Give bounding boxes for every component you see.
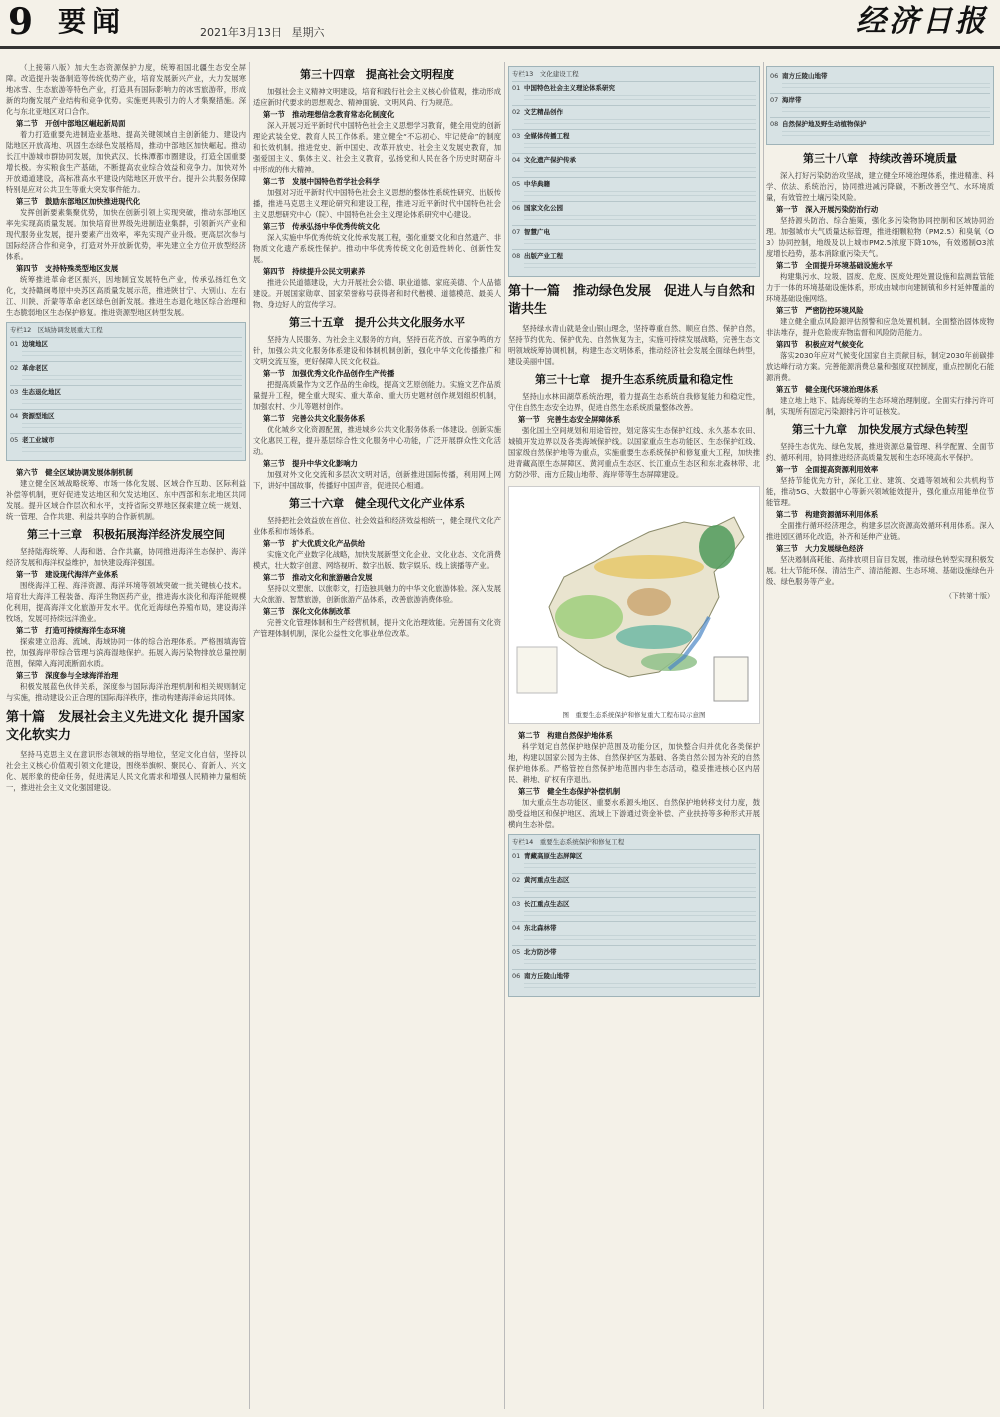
box-row	[512, 921, 756, 945]
box-row	[770, 117, 990, 141]
section-heading: 第四节 积极应对气候变化	[776, 340, 864, 349]
box-label: 海岸带	[782, 96, 802, 104]
box-label: 南方丘陵山地带	[524, 972, 570, 980]
weekday-text: 星期六	[291, 26, 325, 39]
section-heading: 第三节 健全生态保护补偿机制	[518, 787, 621, 796]
box-index: 01	[512, 84, 521, 92]
column-1	[6, 62, 246, 1409]
box-label: 文化遗产保护传承	[524, 156, 576, 164]
text-lines	[782, 83, 990, 91]
paragraph: 加强社会主义精神文明建设，培育和践行社会主义核心价值观，推动形成适应新时代要求的思想观念、精神面貌、文明风尚、行为规范。	[253, 87, 501, 107]
paragraph: 强化国土空间规划和用途管控，划定落实生态保护红线、永久基本农田、城镇开发边界以及各类海域保护线。以国家重点生态功能区、生态保护红线、国家级自然保护地等为重点，实施重要生态系统保护和修复重大工程，加快推进青藏高原生态屏障区、黄河重点生态区、长江重点生态区和东北森林带、北方防沙带、南方丘陵山地带、海岸带等生态屏障建设。	[508, 426, 760, 479]
chapter-heading: 第三十三章 积极拓展海洋经济发展空间	[27, 528, 225, 541]
box-row	[512, 201, 756, 225]
sidebar-box-culture	[508, 66, 760, 277]
northeast-forest	[699, 525, 735, 569]
paragraph: 坚持为人民服务、为社会主义服务的方向，坚持百花齐放、百家争鸣的方针，加强公共文化服务体系建设和体制机制创新，强化中华文化传播推广和文明交流互鉴，更好保障人民文化权益。	[253, 335, 501, 366]
box-index: 05	[512, 180, 521, 188]
paragraph: 深入打好污染防治攻坚战，建立健全环境治理体系，推进精准、科学、依法、系统治污，协同推进减污降碳，不断改善空气、水环境质量，有效管控土壤污染风险。	[766, 171, 994, 202]
box-index: 04	[512, 156, 521, 164]
paragraph: 围绕海洋工程、海洋资源、海洋环境等领域突破一批关键核心技术。培育壮大海洋工程装备、海洋生物医药产业，推进海水淡化和海洋能规模化利用，提高海洋文化旅游开发水平。优化近海绿色养殖布局，建设海洋牧场，发展可持续远洋渔业。	[6, 581, 246, 623]
box-label: 生态退化地区	[22, 388, 61, 396]
section-heading: 第三节 深化文化体制改革	[263, 607, 351, 616]
paragraph: 推进公民道德建设，大力开展社会公德、职业道德、家庭美德、个人品德建设。开展国家勋章、国家荣誉称号获得者和时代楷模、道德模范、最美人物、身边好人的宣传学习。	[253, 278, 501, 309]
box-label: 老工业城市	[22, 436, 55, 444]
text-lines	[524, 911, 756, 919]
section-heading: 第三节 严密防控环境风险	[776, 306, 864, 315]
box-title: 专栏14 重要生态系统保护和修复工程	[512, 838, 625, 846]
box-row	[512, 153, 756, 177]
box-label: 全媒体传播工程	[524, 132, 570, 140]
paragraph: 构建集污水、垃圾、固废、危废、医废处理处置设施和监测监管能力于一体的环境基础设施体系，形成由城市向建制镇和乡村延伸覆盖的环境基础设施网络。	[766, 272, 994, 303]
box-label: 文艺精品创作	[524, 108, 563, 116]
paragraph: 深入实施中华优秀传统文化传承发展工程，强化重要文化和自然遗产、非物质文化遗产系统性保护。推动中华优秀传统文化创造性转化、创新性发展。	[253, 233, 501, 264]
box-title: 专栏12 区域协调发展重大工程	[10, 326, 103, 334]
box-row	[10, 433, 242, 457]
section-heading: 第二节 开创中部地区崛起新局面	[16, 119, 126, 128]
text-lines	[524, 95, 756, 103]
box-index: 03	[512, 132, 521, 140]
paragraph: 完善文化管理体制和生产经营机制，提升文化治理效能。完善国有文化资产管理体制机制，深化公益性文化事业单位改革。	[253, 618, 501, 638]
box-index: 02	[10, 364, 19, 372]
paragraph: 坚持源头防治、综合施策，强化多污染物协同控制和区域协同治理。加强城市大气质量达标管理，推进细颗粒物（PM2.5）和臭氧（O3）协同控制，地级及以上城市PM2.5浓度下降10%，有效遏制O3浓度增长趋势，基本消除重污染天气。	[766, 216, 994, 258]
column-3	[508, 62, 760, 1409]
section-heading: 第三节 大力发展绿色经济	[776, 544, 864, 553]
paragraph: 着力打造重要先进制造业基地、提高关键领域自主创新能力、建设内陆地区开放高地、巩固生态绿色发展格局，推动中部地区加快崛起。推动长江中游城市群协同发展，加快武汉、长株潭都市圈建设，打造全国重要增长极。夯实粮食生产基础，不断提高农业综合效益和竞争力。加快对外开放通道建设，高标准高水平建设内陆地区开放平台。提升公共服务保障特别是应对公共卫生等重大突发事件能力。	[6, 130, 246, 194]
section-heading: 第一节 完善生态安全屏障体系	[518, 415, 621, 424]
section-heading: 第二节 构建资源循环利用体系	[776, 510, 879, 519]
section-heading: 第三节 提升中华文化影响力	[263, 459, 358, 468]
box-index: 05	[10, 436, 19, 444]
box-row	[512, 225, 756, 249]
desert-belt	[594, 555, 704, 579]
paragraph: 全面推行循环经济理念，构建多层次资源高效循环利用体系。深入推进园区循环化改造，补齐和延伸产业链。	[766, 521, 994, 541]
yellow-river-zone	[627, 588, 671, 616]
paragraph: 建立地上地下、陆海统筹的生态环境治理制度。全面实行排污许可制，实现所有固定污染源排污许可证核发。	[766, 396, 994, 416]
continued-note: （下转第十版）	[945, 592, 994, 600]
box-row	[512, 105, 756, 129]
box-label: 边境地区	[22, 340, 48, 348]
box-label: 国家文化公园	[524, 204, 563, 212]
sidebar-box-ecology-continued	[766, 66, 994, 145]
sidebar-box-ecology	[508, 834, 760, 997]
paragraph: 建立健全重点风险源评估预警和应急处置机制。全面整治固体废物非法堆存，提升危险废弃物监督和风险防范能力。	[766, 317, 994, 337]
box-label: 东北森林带	[524, 924, 557, 932]
text-lines	[22, 351, 242, 359]
box-row	[770, 70, 990, 93]
box-label: 北方防沙带	[524, 948, 557, 956]
text-lines	[524, 215, 756, 223]
box-label: 中国特色社会主义理论体系研究	[524, 84, 615, 92]
page-number: 9	[8, 1, 34, 43]
chapter-heading: 第三十八章 持续改善环境质量	[803, 152, 957, 165]
section-title: 要闻	[58, 5, 127, 38]
masthead	[0, 0, 1000, 49]
paragraph: 实施文化产业数字化战略，加快发展新型文化企业、文化业态、文化消费模式，壮大数字创意、网络视听、数字出版、数字娱乐、线上演播等产业。	[253, 550, 501, 570]
text-lines	[782, 107, 990, 115]
section-heading: 第一节 推动理想信念教育常态化制度化	[263, 110, 395, 119]
text-lines	[22, 447, 242, 455]
box-index: 01	[10, 340, 19, 348]
south-china-sea-inset	[714, 657, 748, 701]
column-divider	[249, 62, 250, 1409]
section-heading: 第五节 健全现代环境治理体系	[776, 385, 879, 394]
box-label: 中华典籍	[524, 180, 550, 188]
chapter-heading: 第三十六章 健全现代文化产业体系	[289, 497, 465, 510]
newspaper-logo: 经济日报	[856, 4, 988, 39]
box-row	[10, 409, 242, 433]
box-row	[10, 337, 242, 361]
paragraph: 坚持马克思主义在意识形态领域的指导地位，坚定文化自信，坚持以社会主义核心价值观引领文化建设，围绕举旗帜、聚民心、育新人、兴文化、展形象的使命任务，促进满足人民文化需求和增强人民精神力量相统一，推进社会主义文化强国建设。	[6, 750, 246, 792]
box-index: 07	[512, 228, 521, 236]
box-index: 06	[512, 972, 521, 980]
plateau-zone	[555, 595, 623, 639]
section-heading: 第二节 打造可持续海洋生态环境	[16, 626, 126, 635]
box-index: 07	[770, 96, 779, 104]
map-caption: 图 重要生态系统保护和修复重大工程布局示意图	[562, 711, 706, 719]
box-row	[770, 93, 990, 117]
box-label: 长江重点生态区	[524, 900, 570, 908]
section-heading: 第二节 推动文化和旅游融合发展	[263, 573, 373, 582]
text-lines	[524, 263, 756, 271]
box-index: 05	[512, 948, 521, 956]
box-title: 专栏13 文化建设工程	[512, 70, 579, 78]
box-index: 03	[512, 900, 521, 908]
box-label: 黄河重点生态区	[524, 876, 570, 884]
text-lines	[524, 239, 756, 247]
paragraph: 坚持把社会效益放在首位、社会效益和经济效益相统一，健全现代文化产业体系和市场体系。	[253, 516, 501, 536]
chapter-heading: 第三十七章 提升生态系统质量和稳定性	[535, 373, 733, 386]
box-index: 04	[512, 924, 521, 932]
paragraph: 坚持山水林田湖草系统治理，着力提高生态系统自我修复能力和稳定性，守住自然生态安全边界，促进自然生态系统质量整体改善。	[508, 392, 760, 412]
section-heading: 第二节 完善公共文化服务体系	[263, 414, 366, 423]
paragraph: 落实2030年应对气候变化国家自主贡献目标，制定2030年前碳排放达峰行动方案。完善能源消费总量和强度双控制度，重点控制化石能源消费。	[766, 351, 994, 382]
box-label: 出版产业工程	[524, 252, 563, 260]
column-4	[766, 62, 994, 1409]
box-row	[512, 249, 756, 273]
text-lines	[524, 143, 756, 151]
text-lines	[782, 131, 990, 139]
paragraph: 优化城乡文化资源配置，推进城乡公共文化服务体系一体建设。创新实施文化惠民工程，提升基层综合性文化服务中心功能，广泛开展群众性文化活动。	[253, 425, 501, 456]
paragraph: 加强对外文化交流和多层次文明对话，创新推进国际传播，利用网上网下，讲好中国故事，传播好中国声音，促进民心相通。	[253, 470, 501, 490]
paragraph: 加大重点生态功能区、重要水系源头地区、自然保护地转移支付力度，鼓励受益地区和保护地区、流域上下游通过资金补偿、产业扶持等多种形式开展横向生态补偿。	[508, 798, 760, 829]
section-heading: 第一节 建设现代海洋产业体系	[16, 570, 119, 579]
box-index: 08	[512, 252, 521, 260]
section-heading: 第一节 深入开展污染防治行动	[776, 205, 879, 214]
box-label: 青藏高原生态屏障区	[524, 852, 583, 860]
section-heading: 第二节 发展中国特色哲学社会科学	[263, 177, 380, 186]
section-heading: 第一节 加强优秀文化作品创作生产传播	[263, 369, 395, 378]
box-row	[10, 385, 242, 409]
section-heading: 第三节 传承弘扬中华优秀传统文化	[263, 222, 380, 231]
section-heading: 第一节 全面提高资源利用效率	[776, 465, 879, 474]
text-lines	[524, 959, 756, 967]
box-index: 01	[512, 852, 521, 860]
paragraph: 加强对习近平新时代中国特色社会主义思想的整体性系统性研究、出版传播，推进马克思主义理论研究和建设工程，推进习近平新时代中国特色社会主义思想研究中心（院）、中国特色社会主义理论体系研究中心建设。	[253, 188, 501, 219]
section-heading: 第四节 持续提升公民文明素养	[263, 267, 366, 276]
paragraph: 坚持以文塑旅、以旅彰文，打造独具魅力的中华文化旅游体验。深入发展大众旅游、智慧旅游，创新旅游产品体系，改善旅游消费体验。	[253, 584, 501, 604]
box-row	[512, 873, 756, 897]
box-index: 02	[512, 876, 521, 884]
text-lines	[524, 119, 756, 127]
box-index: 06	[770, 72, 779, 80]
paragraph: 科学划定自然保护地保护范围及功能分区，加快整合归并优化各类保护地，构建以国家公园为主体、自然保护区为基础、各类自然公园为补充的自然保护地体系。严格管控自然保护地范围内非生态活动，稳妥推进核心区内居民、耕地、矿权有序退出。	[508, 742, 760, 784]
box-row	[512, 897, 756, 921]
box-row	[512, 945, 756, 969]
box-index: 04	[10, 412, 19, 420]
paragraph: 坚持节能优先方针，深化工业、建筑、交通等领域和公共机构节能，推动5G、大数据中心等新兴领域能效提升，强化重点用能单位节能管理。	[766, 476, 994, 507]
paragraph: 把提高质量作为文艺作品的生命线，提高文艺原创能力。实施文艺作品质量提升工程，健全重大现实、重大革命、重大历史题材创作规划组织机制，加强农村、少儿等题材创作。	[253, 380, 501, 411]
paragraph: 建立健全区域战略统筹、市场一体化发展、区域合作互助、区际利益补偿等机制，更好促进发达地区和欠发达地区、东中西部和东北地区共同发展。提升区域合作层次和水平，支持省际交界地区探索建立统一规划、统一管理、合作共建、利益共享的合作新机制。	[6, 479, 246, 521]
chapter-heading: 第三十五章 提升公共文化服务水平	[289, 316, 465, 329]
box-label: 自然保护地及野生动植物保护	[782, 120, 867, 128]
box-row	[512, 129, 756, 153]
box-label: 南方丘陵山地带	[782, 72, 828, 80]
column-divider	[763, 62, 764, 1409]
part-heading: 第十一篇 推动绿色发展 促进人与自然和谐共生	[508, 284, 756, 317]
section-heading: 第四节 支持特殊类型地区发展	[16, 264, 119, 273]
column-divider	[504, 62, 505, 1409]
box-label: 革命老区	[22, 364, 48, 372]
china-ecological-map	[508, 486, 760, 724]
box-label: 智慧广电	[524, 228, 550, 236]
part-heading: 第十篇 发展社会主义先进文化 提升国家文化软实力	[6, 710, 245, 743]
box-row	[512, 177, 756, 201]
box-index: 02	[512, 108, 521, 116]
text-lines	[524, 887, 756, 895]
box-index: 08	[770, 120, 779, 128]
box-row	[512, 849, 756, 873]
yangtze-zone	[616, 625, 692, 649]
paragraph: 坚持绿水青山就是金山银山理念，坚持尊重自然、顺应自然、保护自然，坚持节约优先、保护优先、自然恢复为主，实施可持续发展战略，完善生态文明领域统筹协调机制，构建生态文明体系，推动经济社会发展全面绿色转型，建设美丽中国。	[508, 324, 760, 366]
paragraph: 发挥创新要素集聚优势，加快在创新引领上实现突破，推动东部地区率先实现高质量发展。加快培育世界级先进制造业集群，引领新兴产业和现代服务业发展，提升要素产出效率，率先实现产业升级。更高层次参与国际经济合作和竞争，打造对外开放新优势，率先建立全方位开放型经济体系。	[6, 208, 246, 261]
text-lines	[524, 167, 756, 175]
text-lines	[22, 399, 242, 407]
date-text: 2021年3月13日	[200, 26, 282, 39]
paragraph: 积极发展蓝色伙伴关系，深度参与国际海洋治理机制和相关规则制定与实施，推动建设公正合理的国际海洋秩序，推动构建海洋命运共同体。	[6, 682, 246, 702]
text-lines	[524, 935, 756, 943]
section-heading: 第一节 扩大优质文化产品供给	[263, 539, 366, 548]
map-graphic	[509, 487, 759, 723]
box-index: 03	[10, 388, 19, 396]
box-index: 06	[512, 204, 521, 212]
text-lines	[524, 863, 756, 871]
sidebar-box-regional	[6, 322, 246, 461]
paragraph: 统筹推进革命老区振兴，因地制宜发展特色产业，传承弘扬红色文化，支持赣闽粤原中央苏区高质量发展示范，推进陕甘宁、大别山、左右江、川陕、沂蒙等革命老区绿色创新发展。推进生态退化地区综合治理和生态脆弱地区生态保护修复。推进资源型地区转型发展。	[6, 275, 246, 317]
section-heading: 第三节 鼓励东部地区加快推进现代化	[16, 197, 141, 206]
box-row	[10, 361, 242, 385]
box-row	[512, 969, 756, 993]
section-heading: 第三节 深度参与全球海洋治理	[16, 671, 119, 680]
paragraph: 坚决遏制高耗能、高排放项目盲目发展，推动绿色转型实现积极发展。壮大节能环保、清洁生产、清洁能源、生态环境、基础设施绿色升级、绿色服务等产业。	[766, 555, 994, 586]
paragraph: 坚持陆海统筹、人海和谐、合作共赢，协同推进海洋生态保护、海洋经济发展和海洋权益维护，加快建设海洋强国。	[6, 547, 246, 567]
map-legend	[517, 647, 557, 693]
issue-date	[200, 24, 325, 40]
box-label: 资源型地区	[22, 412, 55, 420]
column-2	[253, 62, 501, 1409]
text-lines	[22, 423, 242, 431]
section-heading: 第六节 健全区域协调发展体制机制	[16, 468, 133, 477]
chapter-heading: 第三十四章 提高社会文明程度	[300, 68, 454, 81]
chapter-heading: 第三十九章 加快发展方式绿色转型	[792, 423, 968, 436]
section-heading: 第二节 构建自然保护地体系	[518, 731, 613, 740]
paragraph: 探索建立沿海、流域、海域协同一体的综合治理体系。严格围填海管控，加强海岸带综合管理与滨海湿地保护。拓展入海污染物排放总量控制范围，保障入海河流断面水质。	[6, 637, 246, 668]
text-lines	[22, 375, 242, 383]
box-row	[512, 81, 756, 105]
lead-paragraph: （上接第八版）加大生态资源保护力度，统筹祖国北疆生态安全屏障。改造提升装备制造等传统优势产业，培育发展新兴产业，大力发展寒地冰雪、生态旅游等特色产业，打造具有国际影响力的冰雪旅游带，形成新的均衡发展产业结构和竞争优势。实施更具吸引力的人才集聚措施。深化与东北亚地区对口合作。	[6, 63, 246, 116]
text-lines	[524, 191, 756, 199]
text-lines	[524, 983, 756, 991]
paragraph: 坚持生态优先、绿色发展，推进资源总量管理、科学配置、全面节约、循环利用，协同推进经济高质量发展和生态环境高水平保护。	[766, 442, 994, 462]
paragraph: 深入开展习近平新时代中国特色社会主义思想学习教育，健全用党的创新理论武装全党、教育人民工作体系。建立健全“不忘初心、牢记使命”的制度和长效机制。推进党史、新中国史、改革开放史、社会主义发展史教育，加强爱国主义、集体主义、社会主义教育，弘扬党和人民在各个历史时期奋斗中形成的伟大精神。	[253, 121, 501, 174]
section-heading: 第二节 全面提升环境基础设施水平	[776, 261, 893, 270]
